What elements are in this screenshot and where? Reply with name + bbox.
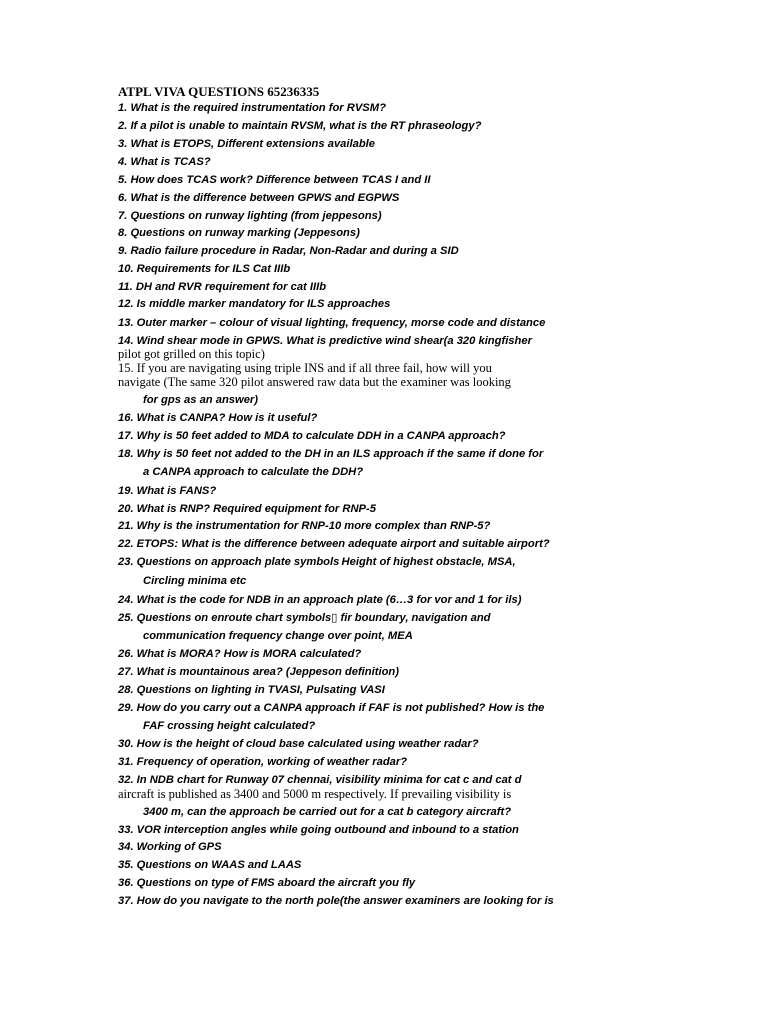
question-line-continuation: Circling minima etc <box>143 575 247 587</box>
question-line: 16. What is CANPA? How is it useful? <box>118 412 318 424</box>
question-line-continuation: aircraft is published as 3400 and 5000 m respectively. If prevailing visibility is <box>118 787 512 801</box>
question-line: 9. Radio failure procedure in Radar, Non-Radar and during a SID <box>118 245 459 257</box>
document-title: ATPL VIVA QUESTIONS 65236335 <box>118 84 320 99</box>
question-line: 18. Why is 50 feet not added to the DH in an ILS approach if the same if done for <box>118 448 544 460</box>
question-line: 34. Working of GPS <box>118 841 222 853</box>
question-line-continuation: for gps as an answer) <box>143 394 259 406</box>
question-line: 13. Outer marker – colour of visual lighting, frequency, morse code and distance <box>118 317 546 329</box>
question-line: 6. What is the difference between GPWS and EGPWS <box>118 192 400 204</box>
question-line: 32. In NDB chart for Runway 07 chennai, visibility minima for cat c and cat d <box>118 774 522 786</box>
question-line: 14. Wind shear mode in GPWS. What is predictive wind shear(a 320 kingfisher <box>118 335 532 347</box>
question-line: 27. What is mountainous area? (Jeppeson definition) <box>118 666 399 678</box>
question-line: 33. VOR interception angles while going outbound and inbound to a station <box>118 824 519 836</box>
question-line: 24. What is the code for NDB in an approach plate (6…3 for vor and 1 for ils) <box>118 594 522 606</box>
question-line: 26. What is MORA? How is MORA calculated? <box>118 648 362 660</box>
question-line: 30. How is the height of cloud base calculated using weather radar? <box>118 738 479 750</box>
question-line: 12. Is middle marker mandatory for ILS approaches <box>118 298 391 310</box>
question-line-continuation: 3400 m, can the approach be carried out for a cat b category aircraft? <box>143 806 512 818</box>
question-line: 21. Why is the instrumentation for RNP-10 more complex than RNP-5? <box>118 520 491 532</box>
question-line: 20. What is RNP? Required equipment for RNP-5 <box>118 503 376 515</box>
question-line-continuation: navigate (The same 320 pilot answered raw data but the examiner was looking <box>118 375 511 389</box>
question-line: 10. Requirements for ILS Cat IIIb <box>118 263 291 275</box>
question-line: 4. What is TCAS? <box>118 156 211 168</box>
question-line: 31. Frequency of operation, working of weather radar? <box>118 756 408 768</box>
question-line: 28. Questions on lighting in TVASI, Pulsating VASI <box>118 684 385 696</box>
question-line: 1. What is the required instrumentation for RVSM? <box>118 102 386 114</box>
question-line: 22. ETOPS: What is the difference between adequate airport and suitable airport? <box>118 538 550 550</box>
question-line: 37. How do you navigate to the north pole(the answer examiners are looking for is <box>118 895 554 907</box>
question-line: 25. Questions on enroute chart symbols▯ fir boundary, navigation and <box>118 612 491 624</box>
question-line-continuation: pilot got grilled on this topic) <box>118 347 265 361</box>
question-line: 3. What is ETOPS, Different extensions available <box>118 138 375 150</box>
question-line: 11. DH and RVR requirement for cat IIIb <box>118 281 327 293</box>
question-line: 23. Questions on approach plate symbols Height of highest obstacle, MSA, <box>118 556 516 568</box>
question-line-continuation: communication frequency change over point, MEA <box>143 630 413 642</box>
question-line-continuation: a CANPA approach to calculate the DDH? <box>143 466 364 478</box>
question-line: 19. What is FANS? <box>118 485 217 497</box>
question-line: 17. Why is 50 feet added to MDA to calculate DDH in a CANPA approach? <box>118 430 506 442</box>
question-line: 36. Questions on type of FMS aboard the aircraft you fly <box>118 877 416 889</box>
question-line: 2. If a pilot is unable to maintain RVSM, what is the RT phraseology? <box>118 120 482 132</box>
question-line: 29. How do you carry out a CANPA approach if FAF is not published? How is the <box>118 702 545 714</box>
question-line-continuation: FAF crossing height calculated? <box>143 720 316 732</box>
question-line: 8. Questions on runway marking (Jeppesons) <box>118 227 360 239</box>
question-line: 5. How does TCAS work? Difference between TCAS I and II <box>118 174 431 186</box>
question-line: 7. Questions on runway lighting (from jeppesons) <box>118 210 382 222</box>
question-line: 15. If you are navigating using triple INS and if all three fail, how will you <box>118 361 492 375</box>
question-line: 35. Questions on WAAS and LAAS <box>118 859 302 871</box>
